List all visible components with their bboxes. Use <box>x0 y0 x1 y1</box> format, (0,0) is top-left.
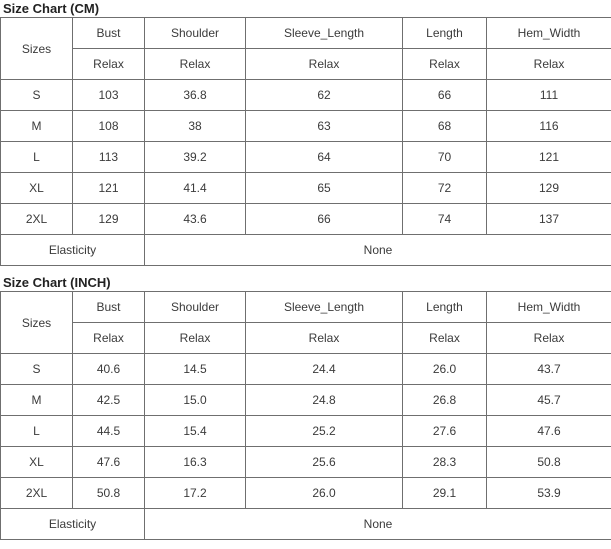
table-row <box>1 80 611 111</box>
header-shoulder: Shoulder <box>145 292 246 323</box>
header-shoulder: Shoulder <box>145 18 246 49</box>
header-sizes: Sizes <box>1 18 73 80</box>
table-row <box>1 142 611 173</box>
length-value: 26.8 <box>403 385 487 416</box>
fit-cell: Relax <box>487 49 611 80</box>
elasticity-row <box>1 235 611 266</box>
bust-value: 113 <box>73 142 145 173</box>
size-label: XL <box>1 447 73 478</box>
header-row <box>1 292 611 323</box>
hem-width-value: 47.6 <box>487 416 611 447</box>
size-label: 2XL <box>1 478 73 509</box>
shoulder-value: 43.6 <box>145 204 246 235</box>
hem-width-value: 129 <box>487 173 611 204</box>
shoulder-value: 41.4 <box>145 173 246 204</box>
fit-cell: Relax <box>487 323 611 354</box>
table-row <box>1 354 611 385</box>
fit-cell: Relax <box>246 49 403 80</box>
header-hem-width: Hem_Width <box>487 292 611 323</box>
size-label: S <box>1 354 73 385</box>
size-label: L <box>1 142 73 173</box>
table-row <box>1 385 611 416</box>
length-value: 28.3 <box>403 447 487 478</box>
shoulder-value: 15.0 <box>145 385 246 416</box>
sleeve-length-value: 63 <box>246 111 403 142</box>
sleeve-length-value: 25.2 <box>246 416 403 447</box>
shoulder-value: 38 <box>145 111 246 142</box>
hem-width-value: 121 <box>487 142 611 173</box>
sleeve-length-value: 24.4 <box>246 354 403 385</box>
shoulder-value: 17.2 <box>145 478 246 509</box>
size-chart-inch-title: Size Chart (INCH) <box>3 275 111 290</box>
length-value: 27.6 <box>403 416 487 447</box>
length-value: 29.1 <box>403 478 487 509</box>
length-value: 26.0 <box>403 354 487 385</box>
sleeve-length-value: 24.8 <box>246 385 403 416</box>
bust-value: 50.8 <box>73 478 145 509</box>
shoulder-value: 36.8 <box>145 80 246 111</box>
bust-value: 42.5 <box>73 385 145 416</box>
size-label: M <box>1 385 73 416</box>
sleeve-length-value: 62 <box>246 80 403 111</box>
elasticity-label: Elasticity <box>1 235 145 266</box>
fit-cell: Relax <box>246 323 403 354</box>
length-value: 72 <box>403 173 487 204</box>
header-sleeve-length: Sleeve_Length <box>246 292 403 323</box>
size-label: XL <box>1 173 73 204</box>
length-value: 68 <box>403 111 487 142</box>
shoulder-value: 39.2 <box>145 142 246 173</box>
hem-width-value: 43.7 <box>487 354 611 385</box>
length-value: 70 <box>403 142 487 173</box>
bust-value: 47.6 <box>73 447 145 478</box>
size-label: L <box>1 416 73 447</box>
fit-cell: Relax <box>73 323 145 354</box>
fit-cell: Relax <box>403 49 487 80</box>
table-row <box>1 416 611 447</box>
hem-width-value: 111 <box>487 80 611 111</box>
hem-width-value: 116 <box>487 111 611 142</box>
sleeve-length-value: 26.0 <box>246 478 403 509</box>
hem-width-value: 45.7 <box>487 385 611 416</box>
header-hem-width: Hem_Width <box>487 18 611 49</box>
hem-width-value: 50.8 <box>487 447 611 478</box>
fit-cell: Relax <box>73 49 145 80</box>
fit-cell: Relax <box>145 323 246 354</box>
size-chart-cm-title: Size Chart (CM) <box>3 1 100 16</box>
fit-row <box>1 49 611 80</box>
elasticity-label: Elasticity <box>1 509 145 540</box>
sleeve-length-value: 25.6 <box>246 447 403 478</box>
size-label: S <box>1 80 73 111</box>
bust-value: 108 <box>73 111 145 142</box>
fit-row <box>1 323 611 354</box>
header-bust: Bust <box>73 18 145 49</box>
length-value: 74 <box>403 204 487 235</box>
sleeve-length-value: 64 <box>246 142 403 173</box>
hem-width-value: 137 <box>487 204 611 235</box>
bust-value: 103 <box>73 80 145 111</box>
length-value: 66 <box>403 80 487 111</box>
table-row <box>1 447 611 478</box>
table-row <box>1 478 611 509</box>
size-label: 2XL <box>1 204 73 235</box>
bust-value: 129 <box>73 204 145 235</box>
header-length: Length <box>403 18 487 49</box>
bust-value: 44.5 <box>73 416 145 447</box>
shoulder-value: 14.5 <box>145 354 246 385</box>
table-row <box>1 204 611 235</box>
sleeve-length-value: 65 <box>246 173 403 204</box>
size-chart-inch-table <box>0 291 611 540</box>
size-chart-cm-table <box>0 17 611 266</box>
header-length: Length <box>403 292 487 323</box>
bust-value: 40.6 <box>73 354 145 385</box>
hem-width-value: 53.9 <box>487 478 611 509</box>
header-sleeve-length: Sleeve_Length <box>246 18 403 49</box>
size-label: M <box>1 111 73 142</box>
bust-value: 121 <box>73 173 145 204</box>
table-row <box>1 173 611 204</box>
shoulder-value: 15.4 <box>145 416 246 447</box>
header-sizes: Sizes <box>1 292 73 354</box>
elasticity-row <box>1 509 611 540</box>
table-row <box>1 111 611 142</box>
elasticity-value: None <box>145 235 611 266</box>
elasticity-value: None <box>145 509 611 540</box>
header-row <box>1 18 611 49</box>
sleeve-length-value: 66 <box>246 204 403 235</box>
shoulder-value: 16.3 <box>145 447 246 478</box>
fit-cell: Relax <box>145 49 246 80</box>
header-bust: Bust <box>73 292 145 323</box>
fit-cell: Relax <box>403 323 487 354</box>
